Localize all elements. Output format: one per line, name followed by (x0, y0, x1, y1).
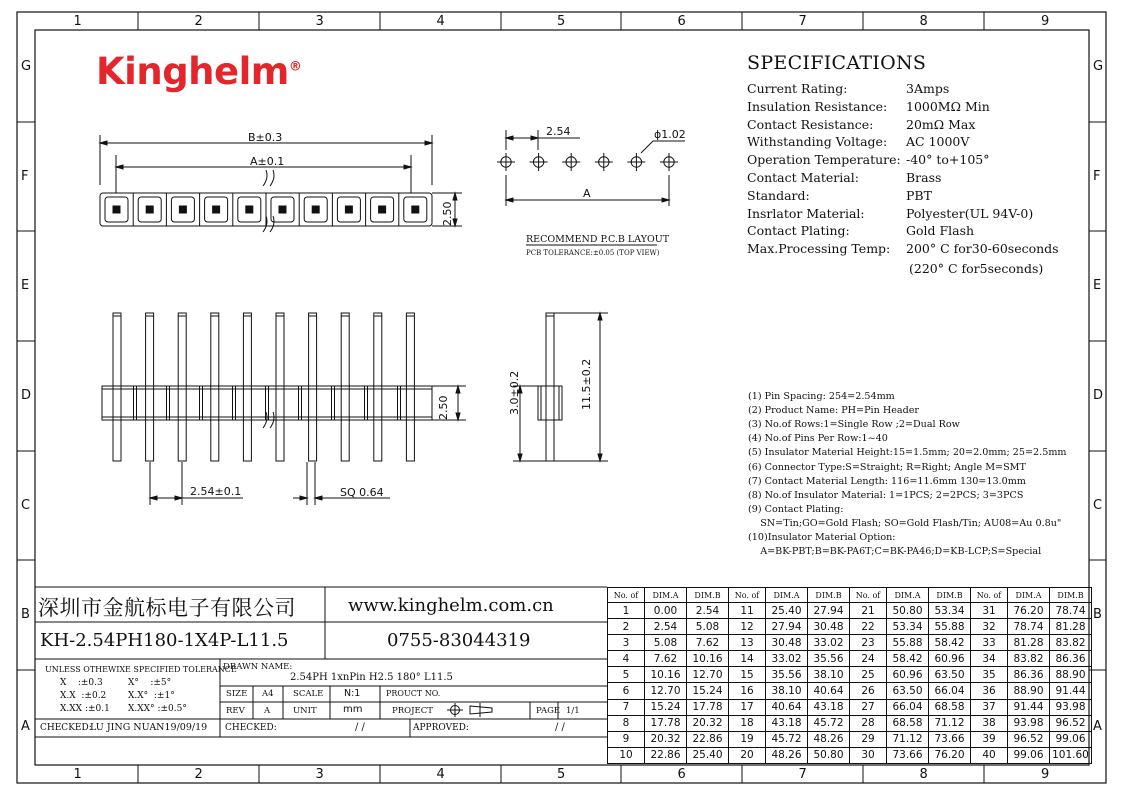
zone-col-label: 2 (194, 14, 203, 29)
note-line: (5) Insulator Material Height:15=1.5mm; 20=2.0mm; 25=2.5mm (748, 447, 1067, 459)
zone-col-label: 7 (798, 14, 807, 29)
tolerance-title: UNLESS OTHEWIXE SPECIFIED TOLERANCE (45, 665, 237, 674)
spec-label: Insulation Resistance: (747, 98, 888, 114)
table-cell: 34 (971, 651, 1008, 667)
table-cell: 81.28 (1050, 619, 1092, 635)
table-cell: 78.74 (1050, 603, 1092, 619)
table-row (608, 667, 1092, 683)
approved-value: / / (555, 722, 565, 733)
table-cell: 27.94 (766, 619, 808, 635)
zone-col-label: 1 (73, 767, 82, 782)
checked2-label: CHECKED: (225, 723, 277, 733)
spec-value: 3Amps (906, 81, 950, 96)
note-line: A=BK-PBT;B=BK-PA6T;C=BK-PA46;D=KB-LCP;S=Special (748, 546, 1042, 558)
table-cell: 30.48 (808, 619, 850, 635)
table-cell: 53.34 (929, 603, 971, 619)
table-cell: 15.24 (687, 683, 729, 699)
zone-col-label: 7 (798, 767, 807, 782)
page-label: PAGE (536, 706, 561, 716)
zone-row-label: D (1093, 388, 1104, 403)
table-cell: 20.32 (687, 715, 729, 731)
spec-value: AC 1000V (906, 134, 970, 150)
table-cell: 22.86 (645, 747, 687, 763)
table-cell: 12 (729, 619, 766, 635)
spec-label: Insrlator Material: (747, 205, 865, 221)
table-cell: 40.64 (766, 699, 808, 715)
table-cell: 5.08 (645, 635, 687, 651)
zone-col-label: 6 (677, 14, 686, 29)
zone-col-label: 9 (1041, 767, 1050, 782)
table-cell: 40.64 (808, 683, 850, 699)
table-cell: 86.36 (1050, 651, 1092, 667)
table-cell: 48.26 (766, 747, 808, 763)
table-cell: 38 (971, 715, 1008, 731)
table-cell: 7.62 (645, 651, 687, 667)
table-cell: 28 (850, 715, 887, 731)
zone-col-label: 3 (315, 14, 324, 29)
zone-col-label: 4 (436, 14, 445, 29)
note-line: (9) Contact Plating: (748, 503, 844, 515)
table-row (608, 731, 1092, 747)
table-row (608, 635, 1092, 651)
zone-row-label: D (21, 388, 32, 403)
zone-row-label: G (1093, 59, 1104, 74)
table-cell: 86.36 (1008, 667, 1050, 683)
zone-col-label: 5 (557, 767, 566, 782)
scale-label: SCALE (293, 689, 324, 699)
table-cell: 14 (729, 651, 766, 667)
table-cell: 27 (850, 699, 887, 715)
tolerance-line: X° :±5° (128, 678, 172, 688)
spec-row (747, 170, 942, 185)
table-cell: 13 (729, 635, 766, 651)
table-header: DIM.A (887, 588, 929, 603)
table-cell: 60.96 (887, 667, 929, 683)
product-no-label: PROUCT NO. (386, 689, 441, 698)
size-value: A4 (262, 689, 274, 699)
table-cell: 37 (971, 699, 1008, 715)
spec-value: -40° to+105° (906, 152, 990, 168)
table-header: DIM.B (808, 588, 850, 603)
spec-row (747, 241, 1059, 257)
table-cell: 21 (850, 603, 887, 619)
table-cell: 1 (608, 603, 645, 619)
zone-col-label: 5 (557, 14, 566, 29)
zone-col-label: 3 (315, 767, 324, 782)
table-cell: 7.62 (687, 635, 729, 651)
dimension-table (607, 587, 1092, 764)
spec-row (747, 81, 950, 96)
phone-number: 0755-83044319 (387, 630, 531, 651)
table-cell: 27.94 (808, 603, 850, 619)
table-cell: 5.08 (687, 619, 729, 635)
pcb-tolerance: PCB TOLERANCE:±0.05 (TOP VIEW) (526, 249, 660, 257)
table-cell: 30 (850, 747, 887, 763)
table-cell: 40 (971, 747, 1008, 763)
zone-col-label: 1 (73, 14, 82, 29)
table-cell: 17.78 (645, 715, 687, 731)
table-cell: 35.56 (766, 667, 808, 683)
table-header: DIM.A (1008, 588, 1050, 603)
zone-row-label: B (1093, 607, 1102, 622)
zone-col-label: 8 (919, 767, 928, 782)
pin-pitch-label: 2.54±0.1 (190, 485, 242, 498)
table-cell: 96.52 (1008, 731, 1050, 747)
pcb-hole-label: ϕ1.02 (654, 128, 686, 141)
company-name: 深圳市金航标电子有限公司 (38, 596, 296, 620)
table-cell: 25.40 (687, 747, 729, 763)
spec-label: Max.Processing Temp: (747, 241, 891, 257)
table-cell: 88.90 (1050, 667, 1092, 683)
zone-row-label: A (21, 718, 30, 734)
table-cell: 101.60 (1050, 747, 1092, 763)
table-cell: 38.10 (808, 667, 850, 683)
zone-col-label: 6 (677, 767, 686, 782)
table-cell: 25.40 (766, 603, 808, 619)
table-cell: 96.52 (1050, 715, 1092, 731)
spec-row (747, 187, 932, 203)
table-cell: 2 (608, 619, 645, 635)
table-cell: 71.12 (887, 731, 929, 747)
table-cell: 20.32 (645, 731, 687, 747)
table-cell: 45.72 (808, 715, 850, 731)
table-cell: 68.58 (929, 699, 971, 715)
spec-label: Standard: (747, 187, 810, 203)
table-header: DIM.A (645, 588, 687, 603)
table-header: No. of (608, 588, 645, 603)
table-header: No. of (850, 588, 887, 603)
table-header: DIM.B (929, 588, 971, 603)
spec-value: Gold Flash (906, 223, 975, 239)
table-row (608, 619, 1092, 635)
table-cell: 99.06 (1008, 747, 1050, 763)
table-cell: 10 (608, 747, 645, 763)
note-line: (6) Connector Type:S=Straight; R=Right; Angle M=SMT (748, 461, 1026, 473)
spec-value: Brass (906, 170, 942, 185)
table-cell: 25 (850, 667, 887, 683)
table-cell: 76.20 (929, 747, 971, 763)
pcb-pitch-label: 2.54 (546, 125, 571, 138)
table-header: DIM.A (766, 588, 808, 603)
table-cell: 2.54 (687, 603, 729, 619)
table-cell: 6 (608, 683, 645, 699)
spec-label: Withstanding Voltage: (747, 134, 888, 150)
table-header: DIM.B (1050, 588, 1092, 603)
table-cell: 19 (729, 731, 766, 747)
spec-row (747, 98, 990, 114)
part-number: KH-2.54PH180-1X4P-L11.5 (40, 630, 289, 651)
table-cell: 35 (971, 667, 1008, 683)
table-cell: 63.50 (887, 683, 929, 699)
table-cell: 99.06 (1050, 731, 1092, 747)
table-cell: 58.42 (929, 635, 971, 651)
spec-value: (220° C for5seconds) (909, 261, 1044, 276)
table-header: No. of (729, 588, 766, 603)
table-cell: 83.82 (1008, 651, 1050, 667)
pcb-layout-title: RECOMMEND P.C.B LAYOUT (526, 234, 670, 245)
table-cell: 8 (608, 715, 645, 731)
table-cell: 93.98 (1008, 715, 1050, 731)
table-cell: 71.12 (929, 715, 971, 731)
table-cell: 76.20 (1008, 603, 1050, 619)
table-cell: 20 (729, 747, 766, 763)
spec-row (747, 116, 976, 132)
table-cell: 33.02 (808, 635, 850, 651)
table-cell: 66.04 (887, 699, 929, 715)
table-cell: 43.18 (766, 715, 808, 731)
note-line: SN=Tin;GO=Gold Flash; SO=Gold Flash/Tin; AU08=Au 0.8u" (748, 517, 1062, 529)
table-cell: 58.42 (887, 651, 929, 667)
spec-value: 200° C for30-60seconds (906, 241, 1059, 257)
drawn-name-label: DRAWN NAME: (223, 662, 293, 672)
kinghelm-logo: Kinghelm® (96, 50, 302, 93)
unit-label: UNIT (293, 706, 317, 716)
zone-col-label: 9 (1041, 14, 1050, 29)
zone-row-label: C (1093, 497, 1103, 513)
table-cell: 22.86 (687, 731, 729, 747)
spec-row (747, 223, 975, 239)
table-cell: 17.78 (687, 699, 729, 715)
table-cell: 91.44 (1008, 699, 1050, 715)
table-cell: 18 (729, 715, 766, 731)
table-cell: 48.26 (808, 731, 850, 747)
table-cell: 4 (608, 651, 645, 667)
table-cell: 83.82 (1050, 635, 1092, 651)
table-row (608, 699, 1092, 715)
unit-value: mm (343, 704, 363, 715)
spec-label: Operation Temperature: (747, 152, 901, 168)
rev-value: A (264, 706, 271, 716)
table-cell: 26 (850, 683, 887, 699)
tolerance-line: X.XX° :±0.5° (128, 704, 187, 714)
table-cell: 73.66 (887, 747, 929, 763)
spec-value: 1000MΩ Min (906, 98, 990, 114)
note-line: (3) No.of Rows:1=Single Row ;2=Dual Row (748, 419, 960, 431)
dim-b-label: B±0.3 (248, 131, 283, 144)
tolerance-line: X.X° :±1° (128, 691, 175, 701)
note-line: (7) Contact Material Length: 116=11.6mm 130=13.0mm (748, 475, 1026, 487)
table-cell: 66.04 (929, 683, 971, 699)
table-cell: 38.10 (766, 683, 808, 699)
table-cell: 22 (850, 619, 887, 635)
table-cell: 36 (971, 683, 1008, 699)
table-cell: 16 (729, 683, 766, 699)
table-cell: 7 (608, 699, 645, 715)
table-cell: 93.98 (1050, 699, 1092, 715)
table-cell: 10.16 (645, 667, 687, 683)
zone-row-label: B (21, 607, 30, 622)
table-cell: 3 (608, 635, 645, 651)
table-cell: 12.70 (645, 683, 687, 699)
zone-row-label: F (21, 168, 29, 184)
tolerance-line: X.X :±0.2 (60, 691, 107, 701)
pcb-dim-a-label: A (583, 187, 591, 200)
project-label: PROJECT (392, 706, 433, 716)
top-height-label: 2.50 (441, 201, 454, 226)
table-cell: 68.58 (887, 715, 929, 731)
table-cell: 17 (729, 699, 766, 715)
table-cell: 2.54 (645, 619, 687, 635)
table-cell: 29 (850, 731, 887, 747)
table-cell: 43.18 (808, 699, 850, 715)
zone-row-label: E (1093, 278, 1102, 293)
table-cell: 78.74 (1008, 619, 1050, 635)
table-cell: 39 (971, 731, 1008, 747)
table-cell: 53.34 (887, 619, 929, 635)
table-cell: 55.88 (887, 635, 929, 651)
drawn-name-value: 2.54PH 1xnPin H2.5 180° L11.5 (290, 672, 453, 683)
approved-label: APPROVED: (413, 723, 469, 733)
checked2-value: / / (355, 722, 365, 733)
table-cell: 23 (850, 635, 887, 651)
table-cell: 31 (971, 603, 1008, 619)
table-cell: 5 (608, 667, 645, 683)
spec-row (747, 134, 970, 150)
table-cell: 60.96 (929, 651, 971, 667)
table-cell: 63.50 (929, 667, 971, 683)
zone-row-label: A (1093, 718, 1102, 734)
spec-label: Current Rating: (747, 81, 848, 96)
table-row (608, 651, 1092, 667)
table-cell: 15 (729, 667, 766, 683)
table-row (608, 603, 1092, 619)
table-cell: 11 (729, 603, 766, 619)
note-line: (10)Insulator Material Option: (748, 532, 896, 543)
zone-row-label: C (21, 497, 31, 513)
zone-col-label: 2 (194, 767, 203, 782)
table-cell: 32 (971, 619, 1008, 635)
spec-value: PBT (906, 187, 932, 203)
spec-label: Contact Material: (747, 170, 859, 185)
table-cell: 50.80 (808, 747, 850, 763)
square-pin-label: SQ 0.64 (340, 486, 384, 499)
spec-label: Contact Resistance: (747, 116, 874, 132)
page-value: 1/1 (566, 706, 580, 716)
table-cell: 12.70 (687, 667, 729, 683)
table-cell: 10.16 (687, 651, 729, 667)
zone-col-label: 8 (919, 14, 928, 29)
note-line: (8) No.of Insulator Material: 1=1PCS; 2=2PCS; 3=3PCS (748, 489, 1024, 501)
table-cell: 35.56 (808, 651, 850, 667)
table-cell: 30.48 (766, 635, 808, 651)
table-header: DIM.B (687, 588, 729, 603)
table-cell: 15.24 (645, 699, 687, 715)
tolerance-line: X :±0.3 (60, 678, 103, 688)
spec-value: 20mΩ Max (906, 116, 976, 132)
table-cell: 33 (971, 635, 1008, 651)
table-header: No. of (971, 588, 1008, 603)
zone-row-label: E (21, 278, 30, 293)
table-cell: 24 (850, 651, 887, 667)
spec-label: Contact Plating: (747, 223, 850, 239)
website: www.kinghelm.com.cn (348, 595, 554, 616)
table-cell: 55.88 (929, 619, 971, 635)
specifications-title: SPECIFICATIONS (747, 52, 927, 74)
table-cell: 50.80 (887, 603, 929, 619)
spec-row (747, 152, 990, 168)
spec-value: Polyester(UL 94V-0) (906, 205, 1034, 221)
table-row (608, 715, 1092, 731)
zone-row-label: G (21, 59, 32, 74)
table-cell: 88.90 (1008, 683, 1050, 699)
total-len-label: 11.5±0.2 (580, 358, 593, 410)
dim-a-label: A±0.1 (250, 155, 285, 168)
note-line: (4) No.of Pins Per Row:1~40 (748, 433, 888, 445)
table-cell: 9 (608, 731, 645, 747)
scale-value: N:1 (344, 688, 361, 699)
short-len-label: 3.0±0.2 (508, 370, 521, 415)
table-row (608, 683, 1092, 699)
note-line: (1) Pin Spacing: 254=2.54mm (748, 391, 895, 402)
zone-row-label: F (1093, 168, 1101, 184)
checked-label: CHECKED: (40, 723, 92, 733)
table-cell: 0.00 (645, 603, 687, 619)
table-cell: 45.72 (766, 731, 808, 747)
zone-col-label: 4 (436, 767, 445, 782)
rev-label: REV (226, 706, 245, 716)
spec-row (747, 205, 1034, 221)
note-line: (2) Product Name: PH=Pin Header (748, 405, 920, 417)
table-row (608, 747, 1092, 763)
checked-value: LU JING NUAN19/09/19 (90, 722, 208, 733)
tolerance-line: X.XX :±0.1 (60, 704, 110, 714)
table-cell: 81.28 (1008, 635, 1050, 651)
size-label: SIZE (226, 689, 248, 699)
table-cell: 91.44 (1050, 683, 1092, 699)
table-cell: 33.02 (766, 651, 808, 667)
table-cell: 73.66 (929, 731, 971, 747)
front-height-label: 2.50 (437, 395, 450, 420)
